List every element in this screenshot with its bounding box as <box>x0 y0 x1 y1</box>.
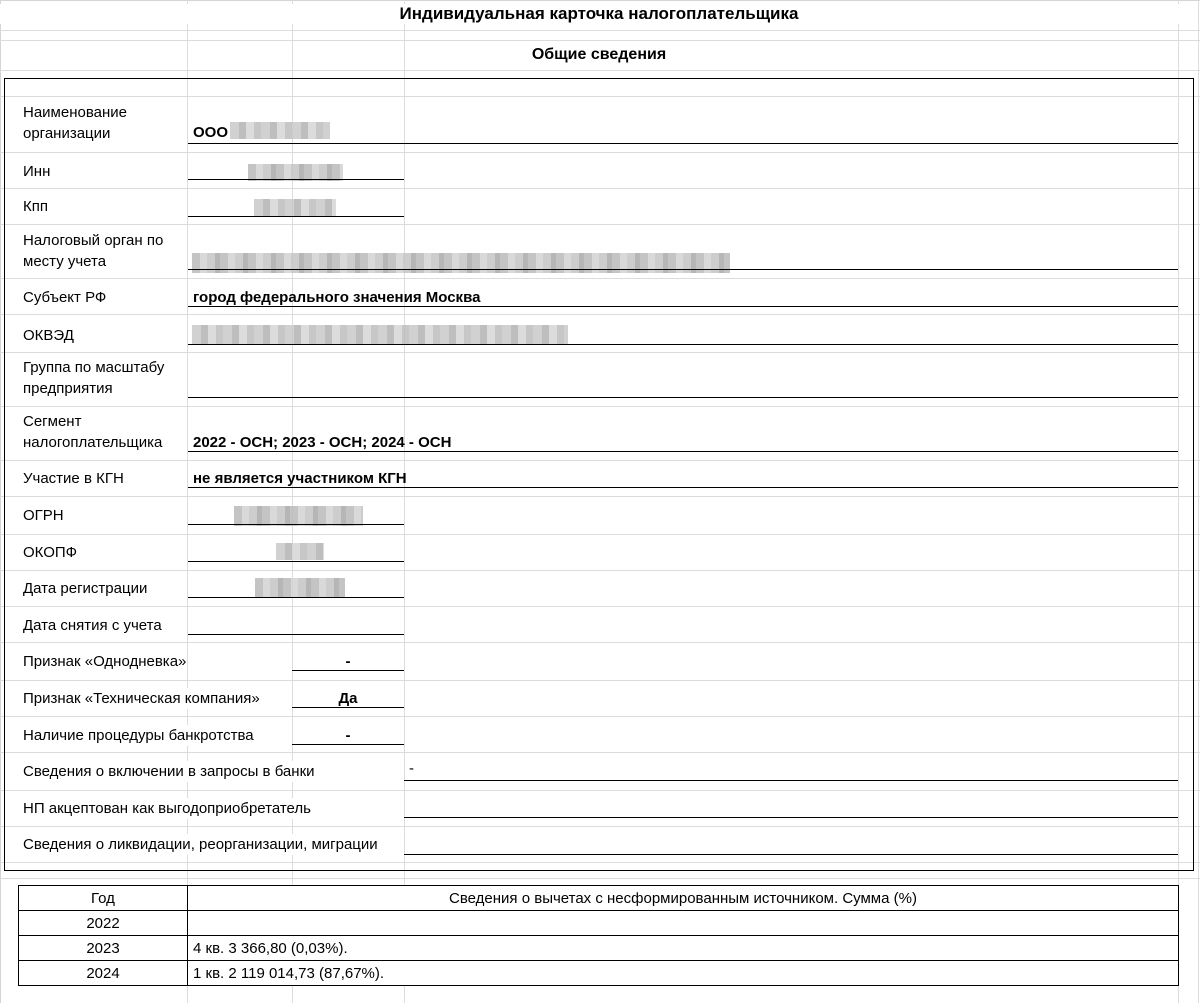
reg-date-label: Дата регистрации <box>23 580 148 597</box>
table-row <box>19 961 1179 986</box>
tech-company-value: Да <box>338 690 358 707</box>
table-header-row <box>19 886 1179 911</box>
scale-group-label-line2: предприятия <box>23 380 113 397</box>
tech-company-label: Признак «Техническая компания» <box>23 690 260 707</box>
liquidation-label: Сведения о ликвидации, реорганизации, миграции <box>23 836 378 853</box>
region-value: город федерального значения Москва <box>193 289 481 306</box>
kpp-label: Кпп <box>23 198 48 215</box>
general-info-frame <box>4 78 1194 871</box>
scale-group-label-line1: Группа по масштабу <box>23 359 165 376</box>
beneficiary-label: НП акцептован как выгодоприобретатель <box>23 800 311 817</box>
row-year: 2022 <box>19 911 188 936</box>
underline <box>404 854 1178 855</box>
org-name-value: ООО <box>193 124 229 141</box>
underline <box>292 744 404 745</box>
deductions-table <box>18 885 1179 986</box>
okved-label: ОКВЭД <box>23 327 74 344</box>
bank-requests-value: - <box>409 760 414 777</box>
column-header-year: Год <box>19 886 188 911</box>
tax-authority-label <box>23 230 163 272</box>
gridline <box>0 40 1200 41</box>
underline <box>188 344 1178 345</box>
oneday-label: Признак «Однодневка» <box>23 653 187 670</box>
redacted-okved <box>192 325 568 345</box>
redacted-tax-authority <box>192 253 730 273</box>
bankruptcy-label: Наличие процедуры банкротства <box>23 727 254 744</box>
row-info: 4 кв. 3 366,80 (0,03%). <box>188 936 1179 961</box>
bankruptcy-value: - <box>345 727 351 744</box>
underline <box>188 597 404 598</box>
scale-group-label <box>23 357 164 399</box>
underline <box>188 561 404 562</box>
table-row <box>19 911 1179 936</box>
bank-requests-label: Сведения о включении в запросы в банки <box>23 763 315 780</box>
gridline <box>1198 0 1199 1003</box>
redacted-org-name <box>230 122 330 139</box>
underline <box>188 451 1178 452</box>
underline <box>188 179 404 180</box>
row-info: 1 кв. 2 119 014,73 (87,67%). <box>188 961 1179 986</box>
underline <box>188 634 404 635</box>
tax-authority-label-line2: месту учета <box>23 253 107 270</box>
redacted-kpp <box>254 199 336 216</box>
dereg-date-label: Дата снятия с учета <box>23 617 162 634</box>
kgn-label: Участие в КГН <box>23 470 124 487</box>
row-year: 2024 <box>19 961 188 986</box>
gridline <box>0 878 1200 879</box>
underline <box>188 397 1178 398</box>
org-name-label-line1: Наименование <box>23 104 127 121</box>
underline <box>404 780 1178 781</box>
inn-label: Инн <box>23 163 51 180</box>
column-header-info: Сведения о вычетах с несформированным источником. Сумма (%) <box>188 886 1179 911</box>
tax-authority-label-line1: Налоговый орган по <box>23 232 164 249</box>
underline <box>404 817 1178 818</box>
table-row <box>19 936 1179 961</box>
underline <box>292 707 404 708</box>
oneday-value: - <box>345 653 351 670</box>
row-info <box>188 911 1179 936</box>
underline <box>188 524 404 525</box>
underline <box>188 216 404 217</box>
underline <box>188 306 1178 307</box>
redacted-ogrn <box>234 506 363 526</box>
underline <box>188 143 1178 144</box>
org-name-label <box>23 102 127 144</box>
segment-label <box>23 411 162 453</box>
segment-label-line1: Сегмент <box>23 413 82 430</box>
underline <box>188 269 1178 270</box>
page-title: Индивидуальная карточка налогоплательщика <box>0 4 1198 24</box>
ogrn-label: ОГРН <box>23 507 64 524</box>
section-title: Общие сведения <box>531 46 667 63</box>
underline <box>188 487 1178 488</box>
redacted-okopf <box>276 543 324 560</box>
underline <box>292 670 404 671</box>
okopf-label: ОКОПФ <box>23 544 78 561</box>
org-name-label-line2: организации <box>23 125 111 142</box>
gridline <box>0 70 1200 71</box>
row-year: 2023 <box>19 936 188 961</box>
region-label: Субъект РФ <box>23 289 107 306</box>
redacted-reg-date <box>255 578 345 598</box>
kgn-value: не является участником КГН <box>193 470 407 487</box>
gridline <box>0 30 1200 31</box>
segment-value: 2022 - ОСН; 2023 - ОСН; 2024 - ОСН <box>193 434 452 451</box>
segment-label-line2: налогоплательщика <box>23 434 163 451</box>
